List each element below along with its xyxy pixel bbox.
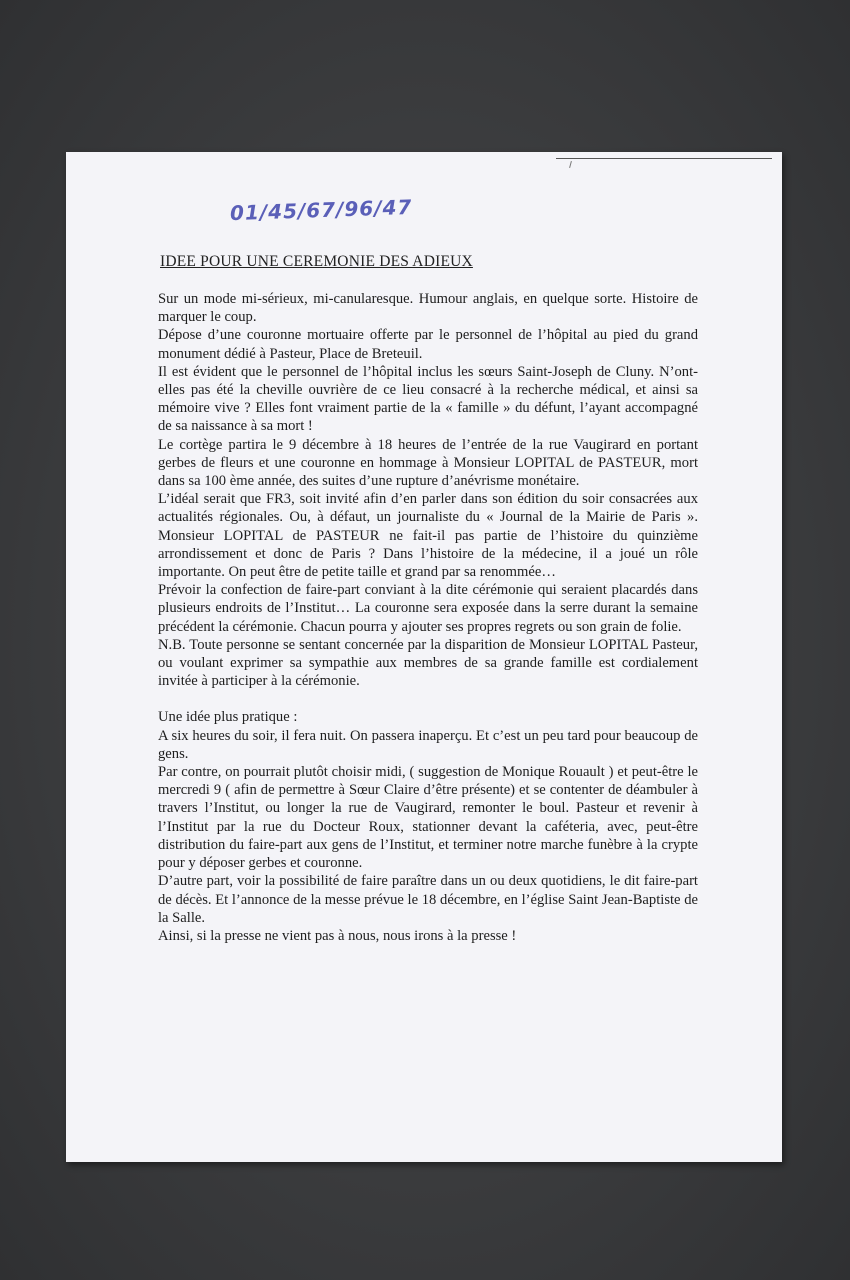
paragraph: Par contre, on pourrait plutôt choisir midi, ( suggestion de Monique Rouault ) et peut-être le mercredi 9 ( afin de permettre à Sœur Claire d’être présente) et se contenter de déambuler à travers l’Institut, ou longer la rue de Vaugirard, remonter le boul. Pasteur et revenir à l’Institut par la rue du Docteur Roux, stationner devant la caféteria, avec, peut-être distribution du faire-part aux gens de l’Institut, et terminer notre marche funèbre à la crypte pour y déposer gerbes et couronne. <box>158 764 698 872</box>
document-page <box>66 152 782 1162</box>
paragraph-spacer <box>158 690 698 708</box>
paragraph: Ainsi, si la presse ne vient pas à nous, nous irons à la presse ! <box>158 927 517 944</box>
paragraph: D’autre part, voir la possibilité de faire paraître dans un ou deux quotidiens, le dit faire-part de décès. Et l’annonce de la messe prévue le 18 décembre, en l’église Saint Jean-Baptiste de la Salle. <box>158 873 698 926</box>
paragraph: A six heures du soir, il fera nuit. On passera inaperçu. Et c’est un peu tard pour beaucoup de gens. <box>158 727 698 762</box>
paragraph: Le cortège partira le 9 décembre à 18 heures de l’entrée de la rue Vaugirard en portant gerbes de fleurs et une couronne en hommage à Monsieur LOPITAL de PASTEUR, mort dans sa 100 ème année, des suites d’une rupture d’anévrisme monétaire. <box>158 436 698 490</box>
paragraph: Une idée plus pratique : <box>158 709 298 726</box>
document-body <box>158 290 698 945</box>
paragraph: Prévoir la confection de faire-part conviant à la dite cérémonie qui seraient placardés dans plusieurs endroits de l’Institut… La couronne sera exposée dans la serre durant la semaine précédent la cérémonie. Chacun pourra y ajouter ses propres regrets ou son grain de folie. <box>158 582 698 635</box>
paragraph: Dépose d’une couronne mortuaire offerte par le personnel de l’hôpital au pied du grand monument dédié à Pasteur, Place de Breteuil. <box>158 327 698 362</box>
paragraph: Sur un mode mi-sérieux, mi-canularesque. Humour anglais, en quelque sorte. Histoire de marquer le coup. <box>158 291 698 326</box>
document-title: IDEE POUR UNE CEREMONIE DES ADIEUX <box>160 253 473 270</box>
paragraph: Il est évident que le personnel de l’hôpital inclus les sœurs Saint-Joseph de Cluny. N’ont-elles pas été la cheville ouvrière de ce lieu consacré à la recherche médical, et ainsi sa mémoire vive ? Elles font vraiment partie de la « famille » du défunt, l’ayant accompagné de sa naissance à sa mort ! <box>158 363 698 435</box>
paragraph: L’idéal serait que FR3, soit invité afin d’en parler dans son édition du soir consacrées aux actualités régionales. Ou, à défaut, un journaliste du « Journal de la Mairie de Paris ». Monsieur LOPITAL de PASTEUR ne fait-il pas partie de l’histoire du quinzième arrondissement et donc de Paris ? Dans l’histoire de la médecine, il a joué un rôle importante. On peut être de petite taille et grand par sa renommée… <box>158 491 698 581</box>
top-rule-line <box>556 158 772 159</box>
handwritten-phone-number: 01/45/67/96/47 <box>229 194 413 226</box>
paragraph: N.B. Toute personne se sentant concernée par la disparition de Monsieur LOPITAL Pasteur, ou voulant exprimer sa sympathie aux membres de sa grande famille est cordialement invitée à participer à la cérémonie. <box>158 636 698 690</box>
pen-mark <box>569 161 572 168</box>
